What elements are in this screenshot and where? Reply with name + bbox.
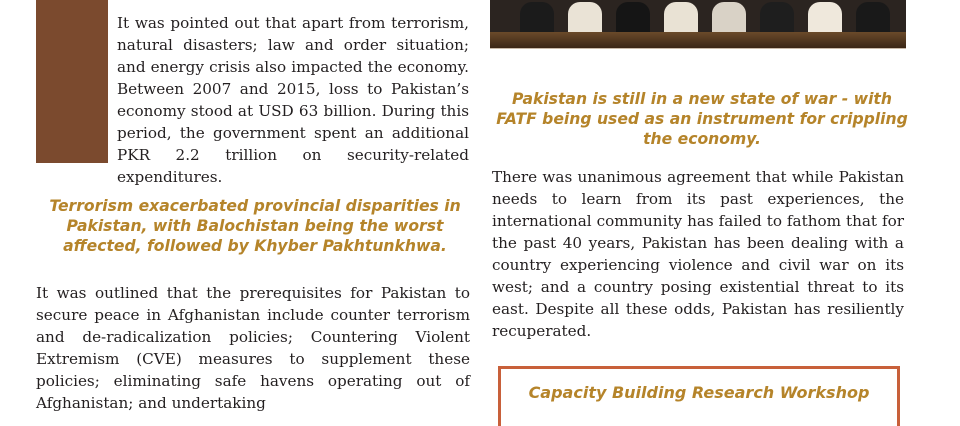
- paragraph-international-community: There was unanimous agreement that while Pakistan needs to learn from its past experiences, the international community has failed to fathom that for the past 40 years, Pakistan has been dealing with a country experiencing violence and civil war on its west; and a country posing existential threat to its east. Despite all these odds, Pakistan has resiliently recuperated.: [492, 168, 904, 340]
- decorative-brown-bar: [36, 0, 108, 163]
- paragraph-peace-prerequisites: It was outlined that the prerequisites for Pakistan to secure peace in Afghanistan include counter terrorism and de-radicalization policies; Countering Violent Extremism (CVE) measures to supplement these policies; eliminating safe havens operating out of Afghanistan; and undertaking: [36, 284, 470, 412]
- workshop-title: Capacity Building Research Workshop: [528, 383, 870, 402]
- paragraph-economy-impact: It was pointed out that apart from terrorism, natural disasters; law and order situation; and energy crisis also impacted the economy. Between 2007 and 2015, loss to Pakistan’s economy stood at USD 63 billion. During this period, the government spent an additional PKR 2.2 trillion on security-related expenditures.: [117, 14, 469, 186]
- pull-quote-fatf: Pakistan is still in a new state of war - with FATF being used as an instrument for crippling the economy.: [496, 90, 908, 148]
- photo-floor: [490, 32, 906, 48]
- event-photo: [490, 0, 906, 48]
- pull-quote-provincial-disparities: Terrorism exacerbated provincial disparities in Pakistan, with Balochistan being the worst affected, followed by Khyber Pakhtunkhwa.: [49, 197, 461, 255]
- workshop-box: [498, 366, 900, 426]
- cropped-text-line: [117, 0, 469, 2]
